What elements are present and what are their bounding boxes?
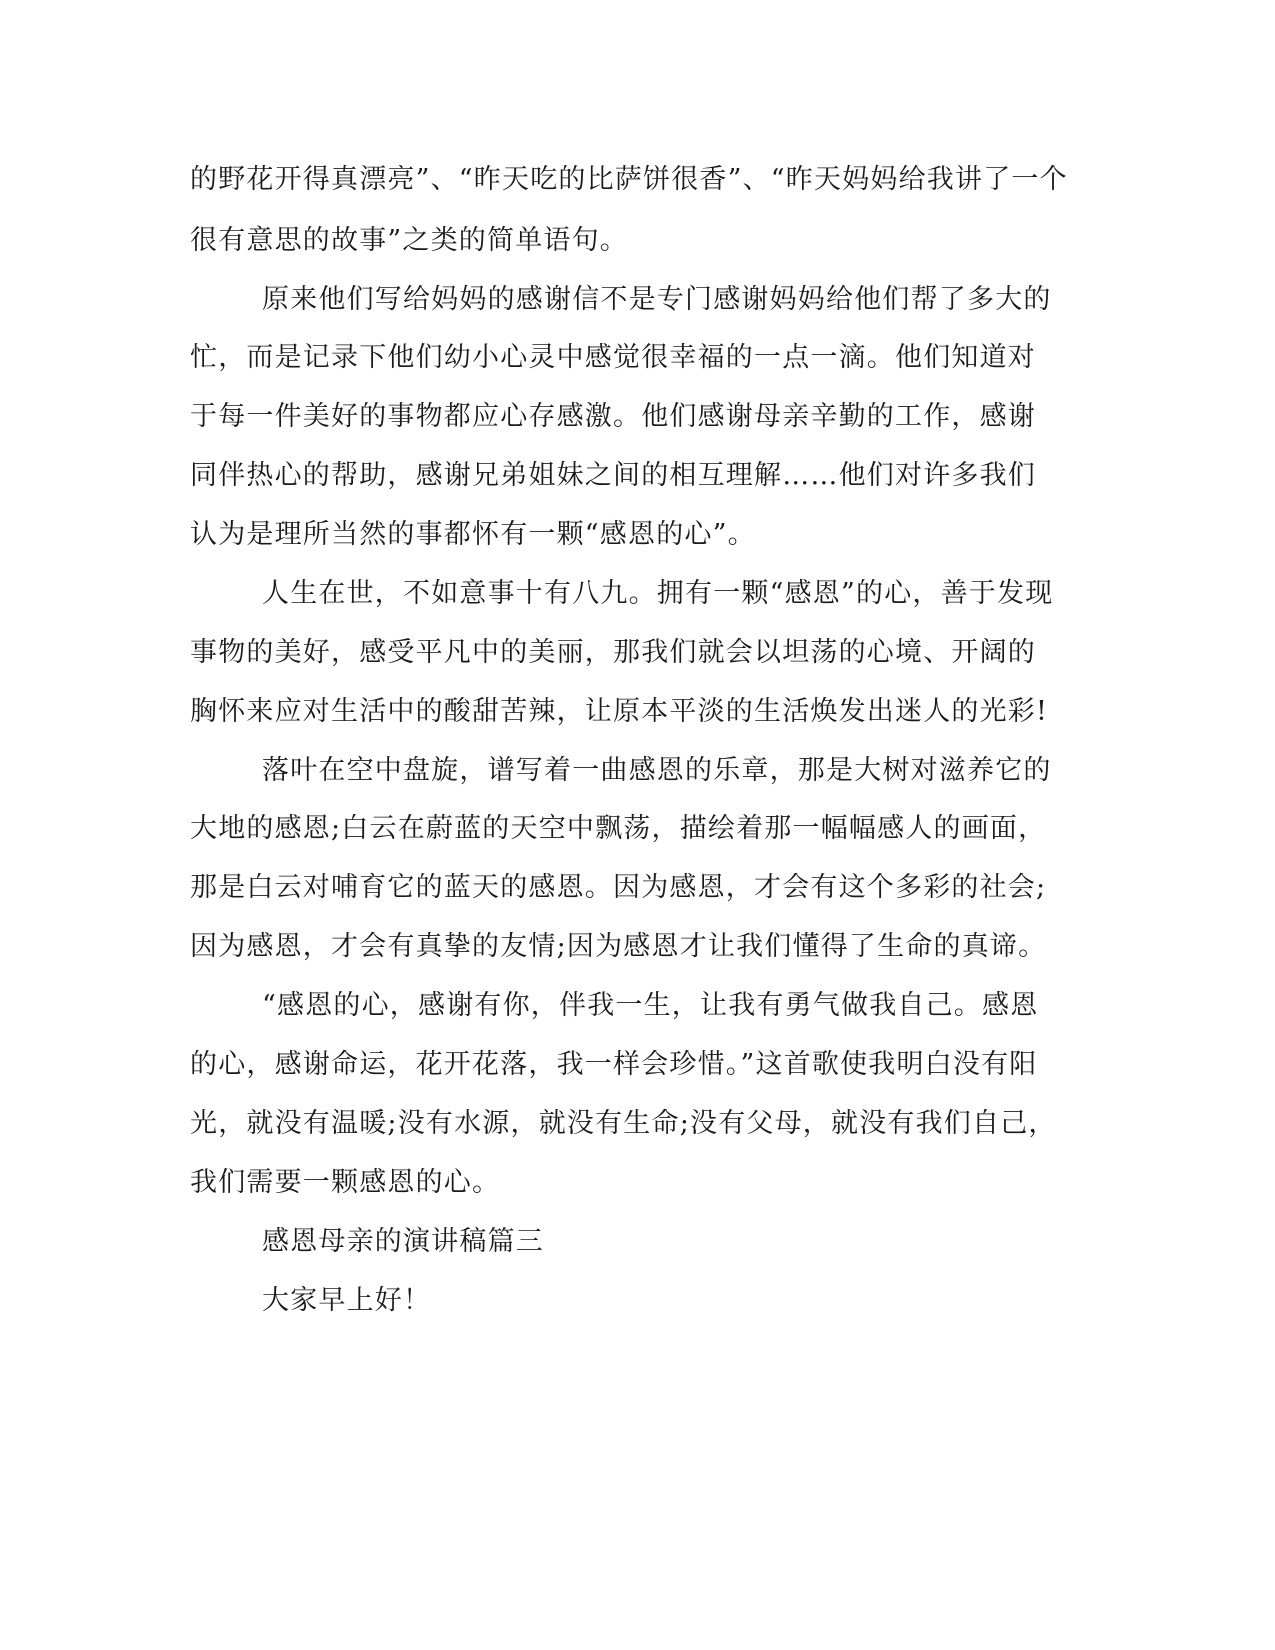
paragraph-first-line: 人生在世，不如意事十有八九。拥有一颗“感恩”的心，善于发现 <box>262 578 1054 609</box>
section-heading: 感恩母亲的演讲稿篇三 <box>262 1226 544 1257</box>
text-line: 事物的美好，感受平凡中的美丽，那我们就会以坦荡的心境、开阔的 <box>190 637 1036 668</box>
text-line: 同伴热心的帮助，感谢兄弟姐妹之间的相互理解……他们对许多我们 <box>190 460 1036 491</box>
paragraph-first-line: 落叶在空中盘旋，谱写着一曲感恩的乐章，那是大树对滋养它的 <box>262 755 1052 786</box>
text-line: 那是白云对哺育它的蓝天的感恩。因为感恩，才会有这个多彩的社会; <box>190 872 1047 903</box>
text-line: 大地的感恩;白云在蔚蓝的天空中飘荡，描绘着那一幅幅感人的画面， <box>190 813 1047 844</box>
paragraph-first-line: 原来他们写给妈妈的感谢信不是专门感谢妈妈给他们帮了多大的 <box>262 284 1052 315</box>
text-line: 的心，感谢命运，花开花落，我一样会珍惜。”这首歌使我明白没有阳 <box>190 1049 1038 1080</box>
greeting-line: 大家早上好！ <box>262 1285 432 1316</box>
text-line: 忙，而是记录下他们幼小心灵中感觉很幸福的一点一滴。他们知道对 <box>190 342 1036 373</box>
text-line: 认为是理所当然的事都怀有一颗“感恩的心”。 <box>190 519 756 550</box>
paragraph-first-line: “感恩的心，感谢有你，伴我一生，让我有勇气做我自己。感恩 <box>262 990 1039 1021</box>
text-line: 的野花开得真漂亮”、“昨天吃的比萨饼很香”、“昨天妈妈给我讲了一个 <box>190 164 1068 195</box>
text-line: 于每一件美好的事物都应心存感激。他们感谢母亲辛勤的工作，感谢 <box>190 401 1036 432</box>
text-line: 很有意思的故事”之类的简单语句。 <box>190 225 629 256</box>
text-line: 我们需要一颗感恩的心。 <box>190 1167 501 1198</box>
text-line: 胸怀来应对生活中的酸甜苦辣，让原本平淡的生活焕发出迷人的光彩! <box>190 696 1049 727</box>
text-line: 光，就没有温暖;没有水源，就没有生命;没有父母，就没有我们自己， <box>190 1108 1057 1139</box>
text-line: 因为感恩，才会有真挚的友情;因为感恩才让我们懂得了生命的真谛。 <box>190 931 1047 962</box>
